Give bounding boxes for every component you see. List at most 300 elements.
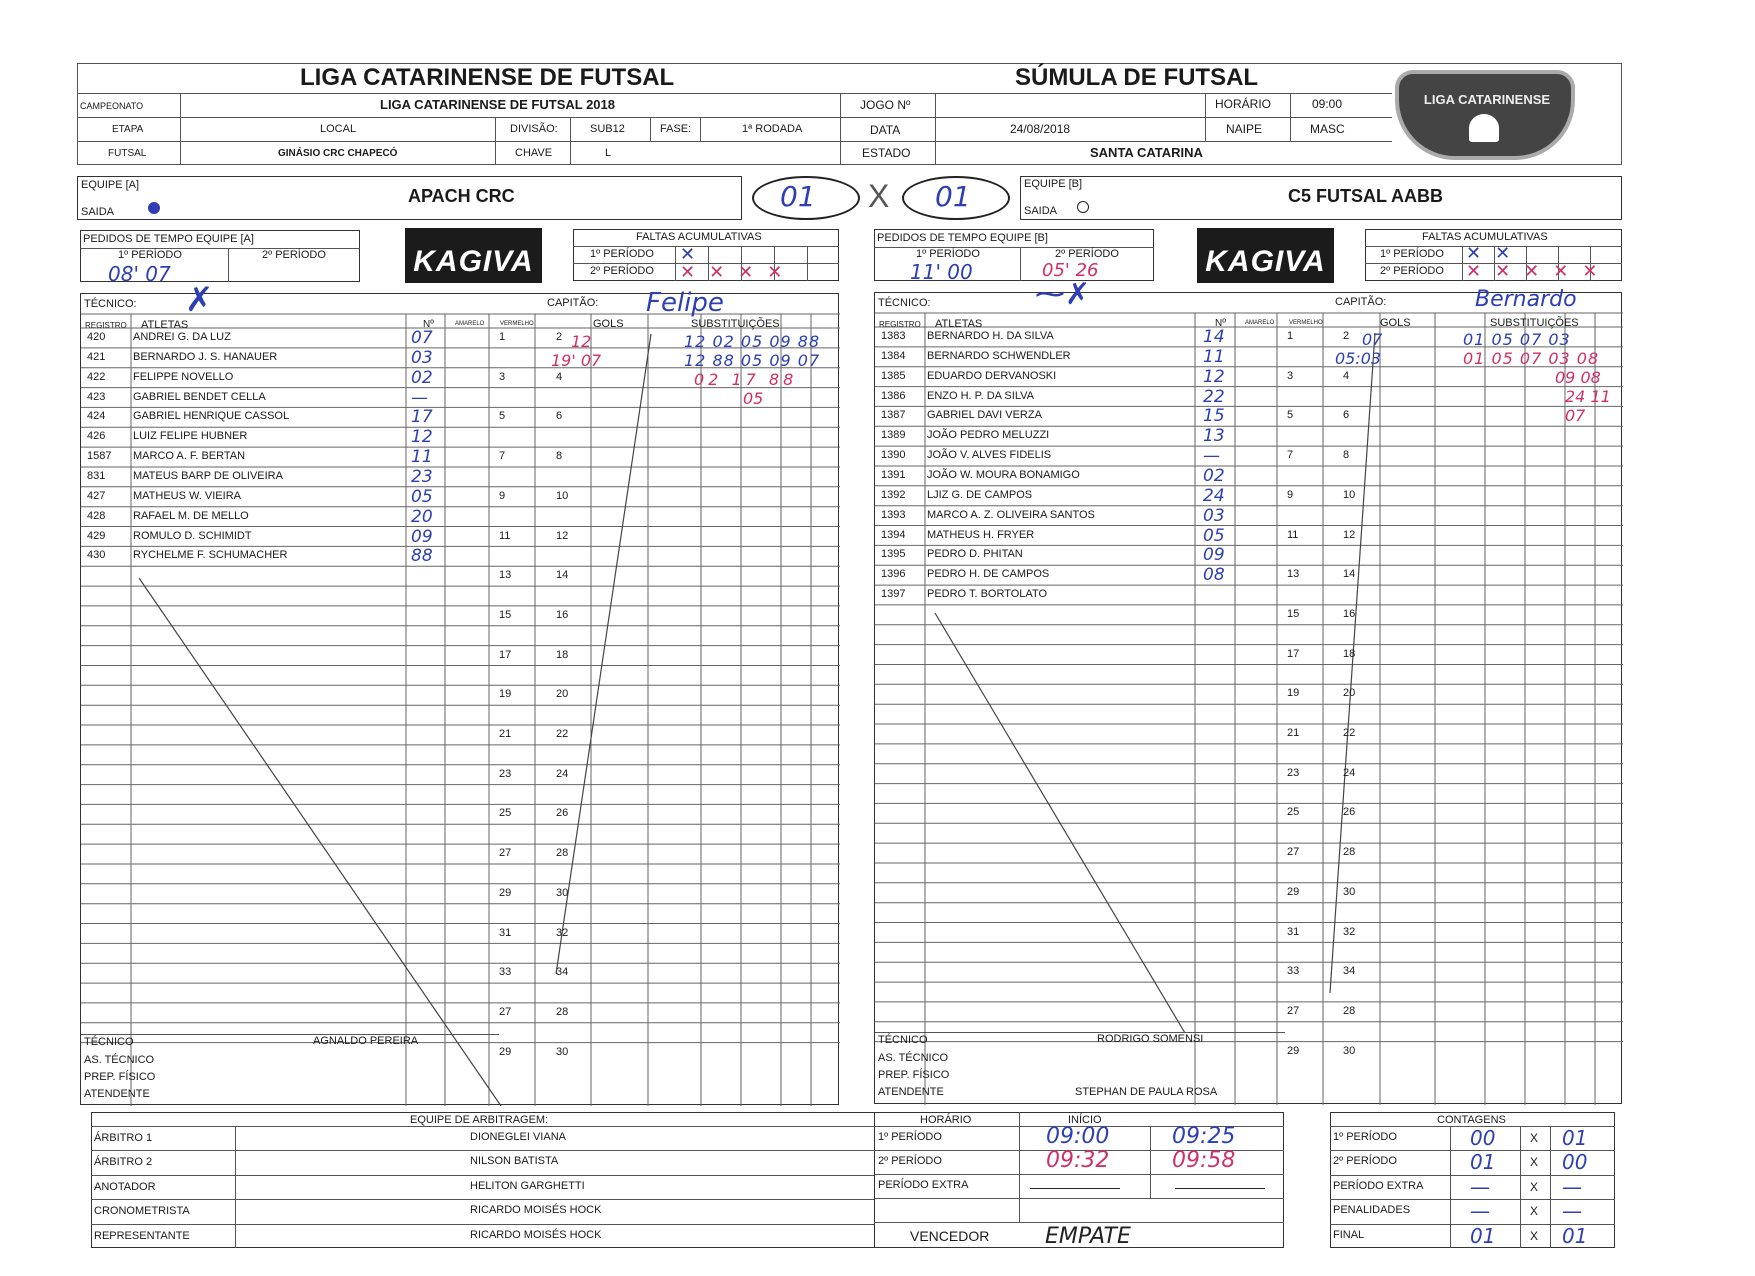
player-name: MATEUS BARP DE OLIVEIRA [133,469,283,482]
contagem-x: X [1530,1179,1539,1194]
player-number: 05 [411,486,433,507]
team-b-fouls-p2-label: 2º PERÍODO [1380,265,1444,277]
arbitragem-role: ANOTADOR [94,1180,156,1193]
player-number: 02 [1203,465,1225,486]
goal-number: 9 [1287,488,1294,501]
goal-number: 1 [1287,330,1294,342]
team-b-timeout-p1: 11' 00 [910,260,973,284]
col-amarelo-a: AMARELO [455,321,485,327]
player-name: MARCO A. F. BERTAN [133,450,246,463]
contagem-x: X [1530,1155,1539,1170]
goal-number: 16 [556,608,569,621]
team-a-timeout-p1: 08' 07 [108,262,171,286]
campeonato-value: LIGA CATARINENSE DE FUTSAL 2018 [380,97,615,112]
contagem-x: X [1530,1131,1539,1145]
chave-value: L [605,147,612,159]
player-name: ENZO H. P. DA SILVA [927,389,1034,402]
player-number: 03 [411,347,433,368]
team-b-name: C5 FUTSAL AABB [1288,186,1444,206]
goal-number: 11 [1287,528,1299,541]
goal-number: 21 [1287,727,1300,739]
fase-value: 1ª RODADA [742,123,803,135]
subs-b-row1: 01 05 07 03 [1463,330,1571,349]
player-name: JOÃO PEDRO MELUZZI [927,429,1050,442]
player-registro: 427 [87,489,106,502]
col-num-b: Nº [1215,318,1226,329]
team-b-timeout-p2-label: 2º PERÍODO [1055,248,1119,260]
goal-number: 8 [1343,449,1350,462]
vencedor-label: VENCEDOR [910,1228,990,1244]
goal-number: 4 [556,370,563,383]
goal-number: 22 [1343,727,1356,739]
contagem-b: 01 [1562,1223,1588,1248]
contagem-b: 00 [1562,1150,1588,1175]
contagem-a: 01 [1470,1150,1496,1175]
goal-number: 33 [1287,965,1300,978]
goal-number: 23 [499,767,512,780]
goal-number: 30 [556,886,569,899]
contagem-a: — [1470,1174,1490,1199]
foul-b-x-marks-icon: ✕✕ [1466,243,1525,263]
vencedor-value: EMPATE [1045,1224,1131,1249]
player-registro: 1393 [881,508,906,521]
arbitragem-role: REPRESENTANTE [94,1229,190,1242]
player-name: PEDRO T. BORTOLATO [927,588,1048,601]
capitao-b-signature: Bernardo [1475,287,1577,312]
goal-number: 12 [556,529,569,542]
player-name: MATHEUS H. FRYER [927,528,1035,541]
subs-b-row5: 07 [1565,406,1586,425]
capitao-a-label: CAPITÃO: [547,297,599,309]
player-registro: 424 [87,410,106,423]
player-name: BERNARDO J. S. HANAUER [133,350,278,363]
goal-number: 10 [556,489,569,502]
subs-b-row2: 01 05 07 03 08 [1463,349,1600,368]
col-vermelho-b: VERMELHO [1289,320,1323,326]
col-atletas-a: ATLETAS [141,319,189,331]
arbitragem-name: RICARDO MOISÉS HOCK [470,1204,602,1217]
subs-a-row4: 05 [743,389,764,408]
local-value: GINÁSIO CRC CHAPECÓ [278,148,398,159]
player-number: 12 [411,427,433,448]
player-silhouette-icon [1469,114,1499,142]
player-name: BERNARDO SCHWENDLER [927,349,1071,362]
capitao-a-signature: Felipe [646,288,724,318]
goal-number: 24 [1343,766,1356,779]
horario-p1-end: 09:25 [1172,1124,1236,1149]
goal-number: 30 [1343,1044,1356,1057]
staff-a-prep-label: PREP. FÍSICO [84,1071,156,1083]
team-b-roster [874,287,1622,1104]
goal-number: 25 [1287,806,1300,819]
player-number: 14 [1203,327,1225,347]
player-registro: 420 [87,331,106,343]
player-number: 09 [411,526,433,547]
tecnico-a-label: TÉCNICO: [84,298,137,310]
goal-number: 34 [556,966,569,979]
player-registro: 1389 [881,429,906,442]
team-b-timeout-p2: 05' 26 [1042,260,1099,281]
goal-number: 28 [556,847,569,860]
player-name: GABRIEL BENDET CELLA [133,390,266,403]
naipe-value: MASC [1310,122,1345,136]
subs-a-row3: 02 17 88 [694,370,798,389]
goal-number: 1 [499,331,506,343]
goal-number: 27 [499,1005,512,1018]
horario-p2-label: 2º PERÍODO [878,1155,942,1167]
goal-mark-b1: 07 [1362,330,1383,349]
col-vermelho-a: VERMELHO [500,321,534,327]
logo-text: LIGA CATARINENSE [1423,92,1551,107]
goal-number: 10 [1343,488,1356,501]
goal-number: 33 [499,966,512,979]
jogo-label: JOGO Nº [860,98,911,112]
contagem-label: PENALIDADES [1333,1204,1411,1217]
team-b-equipe-label: EQUIPE [B] [1024,178,1083,190]
player-number: — [411,387,428,408]
arbitragem-name: RICARDO MOISÉS HOCK [470,1228,602,1241]
player-name: FELIPPE NOVELLO [133,370,234,383]
player-number: 11 [411,447,433,468]
goal-mark-b2: 05:03 [1335,349,1382,368]
contagem-label: FINAL [1333,1228,1365,1241]
goal-number: 26 [1343,806,1356,819]
goal-number: 14 [556,569,569,582]
goal-number: 18 [556,648,569,661]
local-label: LOCAL [320,123,357,135]
subs-a-row1: 12 02 05 09 88 [684,332,821,351]
foul-b-x-marks2-icon: ✕✕✕✕✕ [1466,261,1612,281]
goal-number: 21 [499,728,512,740]
goal-number: 29 [499,1045,512,1058]
player-name: BERNARDO H. DA SILVA [927,330,1054,342]
player-registro: 1385 [881,369,906,382]
player-name: JOÃO V. ALVES FIDELIS [927,449,1052,462]
player-name: LJIZ G. DE CAMPOS [927,488,1033,501]
arbitragem-role: CRONOMETRISTA [94,1205,190,1218]
estado-label: ESTADO [862,146,911,160]
horario-p1-start: 09:00 [1046,1124,1110,1149]
col-amarelo-b: AMARELO [1245,320,1275,326]
horario-p2-start: 09:32 [1046,1148,1110,1173]
player-number: 17 [411,407,433,428]
goal-number: 7 [1287,449,1294,462]
sheet-title: SÚMULA DE FUTSAL [1015,64,1259,91]
player-registro: 428 [87,509,106,522]
player-name: RYCHELME F. SCHUMACHER [133,549,288,562]
goal-number: 5 [499,410,506,423]
player-name: RAFAEL M. DE MELLO [133,509,249,522]
goal-number: 32 [1343,925,1356,938]
col-registro-a: REGISTRO [85,321,127,330]
goal-number: 2 [556,331,563,343]
player-number: 11 [1203,346,1225,367]
col-gols-a: GOLS [593,318,624,330]
horario-title: HORÁRIO [920,1114,972,1126]
team-a-fouls-p1-label: 1º PERÍODO [590,248,654,260]
player-registro: 429 [87,529,106,542]
goal-number: 31 [1287,925,1300,938]
player-name: PEDRO D. PHITAN [927,548,1023,561]
goal-number: 24 [556,767,569,780]
arbitragem-name: NILSON BATISTA [470,1155,559,1168]
data-value: 24/08/2018 [1010,122,1071,136]
goal-number: 9 [499,489,506,502]
arbitragem-role: ÁRBITRO 1 [94,1132,153,1144]
score-a: 01 [780,180,816,213]
goal-number: 29 [1287,1044,1300,1057]
contagem-x: X [1530,1228,1539,1243]
naipe-label: NAIPE [1226,122,1263,136]
subs-a-row2: 12 88 05 09 07 [684,351,821,370]
goal-number: 29 [1287,885,1300,898]
contagem-label: PERÍODO EXTRA [1333,1179,1424,1192]
player-name: JOÃO W. MOURA BONAMIGO [927,468,1080,481]
goal-number: 20 [556,688,569,701]
player-number: 03 [1203,505,1225,526]
goal-number: 4 [1343,369,1350,382]
team-a-name: APACH CRC [408,186,515,206]
player-registro: 1394 [881,528,906,541]
goal-number: 31 [499,926,512,939]
subs-b-row4: 24 11 [1565,387,1611,406]
team-a-fouls-label: FALTAS ACUMULATIVAS [636,231,762,243]
contagem-a: 00 [1470,1126,1496,1150]
staff-b-tecnico-label: TÉCNICO [878,1034,928,1046]
kagiva-logo-b: KAGIVA [1197,228,1334,283]
player-number: 09 [1203,545,1225,566]
goal-number: 18 [1343,647,1356,660]
team-a-saida-label: SAIDA [81,206,115,218]
saida-b-empty-icon [1077,201,1089,213]
col-subs-b: SUBSTITUIÇÕES [1490,317,1579,329]
arbitragem-name: DIONEGLEI VIANA [470,1131,566,1143]
goal-number: 17 [499,648,512,661]
player-number: 88 [411,546,433,567]
staff-b-atendente-value: STEPHAN DE PAULA ROSA [1075,1086,1218,1098]
league-logo [1395,70,1575,160]
horario-label: HORÁRIO [1215,97,1272,111]
goal-number: 16 [1343,607,1356,620]
staff-b-tecnico-value: RODRIGO SOMENSI [1097,1033,1204,1045]
player-name: MATHEUS W. VIEIRA [133,489,241,502]
player-registro: 1386 [881,389,906,402]
player-registro: 1387 [881,409,906,422]
player-number: 15 [1203,406,1225,427]
staff-b-as-tecnico-label: AS. TÉCNICO [878,1052,949,1064]
player-registro: 831 [87,469,106,482]
contagem-b: — [1562,1199,1582,1224]
goal-number: 19 [499,688,512,701]
team-b-fouls-label: FALTAS ACUMULATIVAS [1422,231,1548,243]
subs-b-row3: 09 08 [1555,368,1601,387]
goal-number: 30 [1343,885,1356,898]
horario-p2-end: 09:58 [1172,1148,1236,1173]
kagiva-logo-a: KAGIVA [405,228,542,283]
goal-number: 6 [556,410,563,423]
col-num-a: Nº [423,319,434,330]
goal-number: 30 [556,1045,569,1058]
tecnico-a-signature: ✗ [185,280,214,320]
goal-number: 7 [499,450,506,463]
chave-label: CHAVE [515,147,553,159]
col-atletas-b: ATLETAS [935,318,983,330]
horario-extra-label: PERÍODO EXTRA [878,1179,969,1191]
fase-label: FASE: [660,123,692,135]
goal-number: 28 [1343,1004,1356,1017]
player-registro: 426 [87,430,106,443]
goal-number: 28 [556,1005,569,1018]
saida-a-filled-icon [148,202,160,214]
goal-number: 3 [1287,369,1294,382]
goal-number: 15 [1287,607,1300,620]
player-number: 08 [1203,565,1225,586]
player-name: GABRIEL DAVI VERZA [927,409,1042,422]
player-name: EDUARDO DERVANOSKI [927,369,1057,382]
contagem-a: 01 [1470,1223,1496,1248]
team-a-roster [80,288,839,1105]
contagem-b: — [1562,1174,1582,1199]
horario-value: 09:00 [1312,97,1343,111]
player-registro: 1390 [881,449,906,462]
player-name: LUIZ FELIPE HUBNER [133,430,248,443]
player-name: GABRIEL HENRIQUE CASSOL [133,410,290,423]
staff-a-tecnico-value: AGNALDO PEREIRA [313,1035,419,1047]
data-label: DATA [870,123,901,137]
player-registro: 423 [87,390,106,403]
contagens-title: CONTAGENS [1437,1114,1506,1126]
goal-number: 28 [1343,846,1356,859]
goal-number: 13 [499,569,512,582]
arbitragem-name: HELITON GARGHETTI [470,1179,585,1192]
goal-number: 26 [556,807,569,820]
team-b-timeouts-label: PEDIDOS DE TEMPO EQUIPE [B] [877,232,1048,244]
inicio-label: INÍCIO [1068,1114,1102,1126]
player-number: 02 [411,367,433,388]
estado-value: SANTA CATARINA [1090,145,1203,160]
team-a-timeout-p2-label: 2º PERÍODO [262,249,326,261]
player-name: ROMULO D. SCHIMIDT [133,529,252,542]
goal-number: 3 [499,370,506,383]
player-registro: 430 [87,549,106,562]
contagem-a: — [1470,1199,1490,1224]
goal-number: 11 [499,529,511,542]
goal-mark-a2: 19' 07 [551,351,602,370]
goal-number: 13 [1287,568,1300,581]
player-number: 13 [1203,426,1225,447]
team-a-timeouts-label: PEDIDOS DE TEMPO EQUIPE [A] [83,233,254,245]
player-name: MARCO A. Z. OLIVEIRA SANTOS [927,508,1095,521]
divisao-value: SUB12 [590,123,625,135]
goal-number: 29 [499,886,512,899]
goal-number: 27 [1287,846,1300,859]
goal-number: 25 [499,807,512,820]
col-gols-b: GOLS [1380,317,1411,329]
goal-number: 34 [1343,965,1356,978]
player-registro: 1397 [881,588,906,601]
staff-b-prep-label: PREP. FÍSICO [878,1069,950,1081]
player-registro: 1383 [881,330,906,342]
player-registro: 1396 [881,568,906,581]
arbitragem-role: ÁRBITRO 2 [94,1156,153,1169]
player-registro: 1392 [881,488,906,501]
team-b-fouls-p1-label: 1º PERÍODO [1380,248,1444,260]
team-a-equipe-label: EQUIPE [A] [81,179,140,191]
horario-p1-label: 1º PERÍODO [878,1131,942,1143]
player-registro: 1395 [881,548,906,561]
goal-mark-a1: 12 [571,332,592,351]
player-name: PEDRO H. DE CAMPOS [927,568,1050,581]
tecnico-b-signature: ⁓✗ [1035,277,1091,312]
team-b-saida-label: SAIDA [1024,205,1058,217]
goal-number: 19 [1287,687,1300,700]
goal-number: 14 [1343,568,1356,581]
player-registro: 1384 [881,349,906,362]
contagem-label: 1º PERÍODO [1333,1131,1397,1143]
contagem-label: 2º PERÍODO [1333,1155,1397,1168]
player-name: ANDREI G. DA LUZ [133,331,231,343]
score-b: 01 [935,180,971,213]
team-a-fouls-p2-label: 2º PERÍODO [590,265,654,277]
player-number: 12 [1203,366,1225,387]
staff-a-tecnico-label: TÉCNICO [84,1036,134,1048]
goal-number: 23 [1287,766,1300,779]
col-registro-b: REGISTRO [879,320,921,329]
campeonato-label: CAMPEONATO [80,101,144,111]
goal-number: 32 [556,926,569,939]
team-b-timeout-p1-label: 1º PERÍODO [916,248,980,260]
player-registro: 421 [87,350,106,363]
player-number: 07 [411,328,433,348]
goal-number: 17 [1287,647,1300,660]
capitao-b-label: CAPITÃO: [1335,296,1387,308]
arbitragem-title: EQUIPE DE ARBITRAGEM: [410,1114,549,1126]
goal-number: 15 [499,608,512,621]
league-title: LIGA CATARINENSE DE FUTSAL [300,64,675,91]
contagem-b: 01 [1562,1126,1588,1150]
foul-x-mark-icon: ✕ [680,244,696,264]
player-number: 05 [1203,525,1225,546]
goal-number: 6 [1343,409,1350,422]
goal-number: 2 [1343,330,1350,342]
contagem-x: X [1530,1204,1539,1219]
player-registro: 1391 [881,468,906,481]
staff-b-atendente-label: ATENDENTE [878,1086,944,1098]
divisao-label: DIVISÃO: [510,123,558,135]
tecnico-b-label: TÉCNICO: [878,297,931,309]
goal-number: 20 [1343,687,1356,700]
etapa-label: ETAPA [112,124,144,135]
team-a-timeout-p1-label: 1º PERÍODO [118,249,182,261]
player-registro: 422 [87,370,106,383]
player-number: 24 [1203,485,1225,506]
staff-a-atendente-label: ATENDENTE [84,1088,150,1100]
goal-number: 8 [556,450,563,463]
col-subs-a: SUBSTITUIÇÕES [691,318,780,330]
goal-number: 12 [1343,528,1356,541]
goal-number: 22 [556,728,569,740]
goal-number: 27 [499,847,512,860]
player-number: 23 [411,466,433,487]
staff-a-as-tecnico-label: AS. TÉCNICO [84,1054,155,1066]
player-number: — [1203,446,1220,467]
player-number: 20 [411,506,433,527]
foul-x-marks-icon: ✕✕✕✕ [680,262,797,282]
score-x: X [868,178,890,214]
goal-number: 5 [1287,409,1294,422]
player-number: 22 [1203,386,1225,407]
player-registro: 1587 [87,450,112,463]
